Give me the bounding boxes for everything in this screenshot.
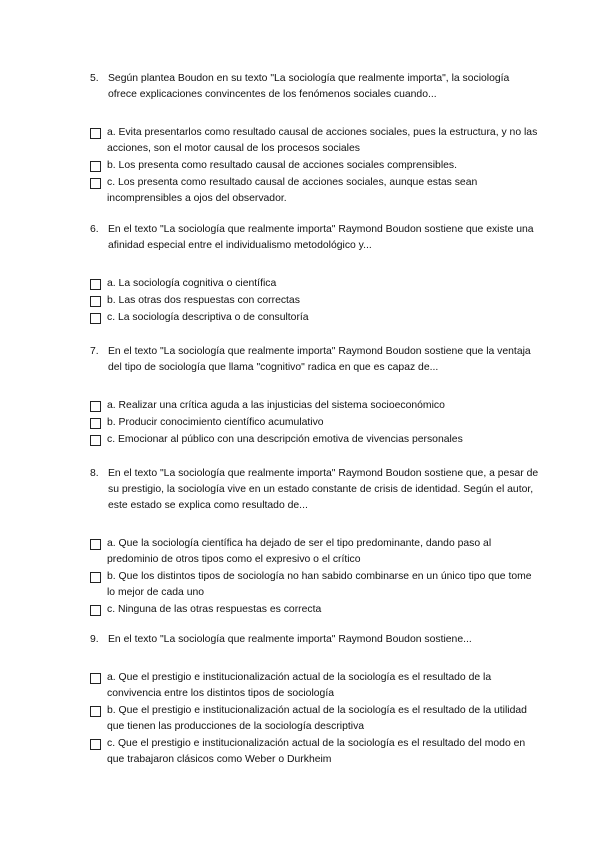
option-label: c. Ninguna de las otras respuestas es correcta bbox=[107, 604, 322, 615]
option-label: a. Que el prestigio e institucionalización actual de la sociología es el resultado de la convivencia entre los distintos tipos de sociología bbox=[107, 672, 492, 699]
question-stem bbox=[90, 344, 540, 376]
question-number: 7. bbox=[90, 346, 99, 357]
option-c[interactable] bbox=[90, 602, 540, 618]
option-label: b. Producir conocimiento científico acumulativo bbox=[107, 417, 324, 428]
option-label: b. Los presenta como resultado causal de acciones sociales comprensibles. bbox=[107, 160, 458, 171]
option-b[interactable] bbox=[90, 293, 540, 309]
options-list bbox=[90, 276, 540, 326]
checkbox-icon[interactable] bbox=[90, 739, 101, 750]
option-label: a. Que la sociología científica ha dejado de ser el tipo predominante, dando paso al predominio de otros tipos como el expresivo o el crítico bbox=[107, 538, 492, 565]
question-stem bbox=[90, 222, 540, 254]
option-a[interactable] bbox=[90, 670, 540, 702]
question-6 bbox=[90, 222, 540, 327]
option-label: c. Los presenta como resultado causal de acciones sociales, aunque estas sean incomprensibles a ojos del observador. bbox=[107, 177, 478, 204]
checkbox-icon[interactable] bbox=[90, 673, 101, 684]
checkbox-icon[interactable] bbox=[90, 605, 101, 616]
option-label: a. Evita presentarlos como resultado causal de acciones sociales, pues la estructura, y no las acciones, son el motor causal de los procesos sociales bbox=[107, 127, 538, 154]
option-label: b. Las otras dos respuestas con correctas bbox=[107, 295, 300, 306]
options-list bbox=[90, 670, 540, 768]
option-c[interactable] bbox=[90, 432, 540, 448]
question-5 bbox=[90, 71, 540, 208]
options-list bbox=[90, 536, 540, 618]
option-b[interactable] bbox=[90, 569, 540, 601]
checkbox-icon[interactable] bbox=[90, 401, 101, 412]
question-number: 5. bbox=[90, 73, 99, 84]
question-stem bbox=[90, 632, 540, 648]
option-a[interactable] bbox=[90, 536, 540, 568]
question-stem bbox=[90, 466, 540, 514]
option-c[interactable] bbox=[90, 175, 540, 207]
checkbox-icon[interactable] bbox=[90, 296, 101, 307]
option-b[interactable] bbox=[90, 158, 540, 174]
question-text: En el texto "La sociología que realmente importa" Raymond Boudon sostiene que la ventaja del tipo de sociología que llama "cognitivo" radica en que es capaz de... bbox=[108, 346, 531, 373]
options-list bbox=[90, 125, 540, 207]
option-label: a. La sociología cognitiva o científica bbox=[107, 278, 277, 289]
checkbox-icon[interactable] bbox=[90, 572, 101, 583]
option-c[interactable] bbox=[90, 736, 540, 768]
question-7 bbox=[90, 344, 540, 449]
question-text: En el texto "La sociología que realmente importa" Raymond Boudon sostiene que existe una afinidad especial entre el individualismo metodológico y... bbox=[108, 224, 534, 251]
question-text: Según plantea Boudon en su texto "La sociología que realmente importa", la sociología ofrece explicaciones convincentes de los fenómenos sociales cuando... bbox=[108, 73, 510, 100]
question-number: 8. bbox=[90, 468, 99, 479]
option-label: a. Realizar una crítica aguda a las injusticias del sistema socioeconómico bbox=[107, 400, 445, 411]
option-label: c. Emocionar al público con una descripción emotiva de vivencias personales bbox=[107, 434, 463, 445]
checkbox-icon[interactable] bbox=[90, 279, 101, 290]
option-c[interactable] bbox=[90, 310, 540, 326]
checkbox-icon[interactable] bbox=[90, 539, 101, 550]
checkbox-icon[interactable] bbox=[90, 313, 101, 324]
checkbox-icon[interactable] bbox=[90, 706, 101, 717]
option-a[interactable] bbox=[90, 125, 540, 157]
question-stem bbox=[90, 71, 540, 103]
question-text: En el texto "La sociología que realmente importa" Raymond Boudon sostiene que, a pesar de su prestigio, la sociología vive en un estado constante de crisis de identidad. Según el autor, este estado se explica como resultado de... bbox=[108, 468, 539, 511]
checkbox-icon[interactable] bbox=[90, 435, 101, 446]
checkbox-icon[interactable] bbox=[90, 418, 101, 429]
question-8 bbox=[90, 466, 540, 619]
question-9 bbox=[90, 632, 540, 769]
option-label: c. Que el prestigio e institucionalización actual de la sociología es el resultado del modo en que trabajaron clásicos como Weber o Durkheim bbox=[107, 738, 526, 765]
checkbox-icon[interactable] bbox=[90, 128, 101, 139]
option-label: c. La sociología descriptiva o de consultoría bbox=[107, 312, 309, 323]
option-b[interactable] bbox=[90, 415, 540, 431]
options-list bbox=[90, 398, 540, 448]
checkbox-icon[interactable] bbox=[90, 161, 101, 172]
checkbox-icon[interactable] bbox=[90, 178, 101, 189]
option-label: b. Que los distintos tipos de sociología no han sabido combinarse en un único tipo que tome lo mejor de cada uno bbox=[107, 571, 532, 598]
option-b[interactable] bbox=[90, 703, 540, 735]
option-a[interactable] bbox=[90, 276, 540, 292]
question-number: 9. bbox=[90, 634, 99, 645]
question-text: En el texto "La sociología que realmente importa" Raymond Boudon sostiene... bbox=[108, 634, 472, 645]
question-number: 6. bbox=[90, 224, 99, 235]
option-label: b. Que el prestigio e institucionalización actual de la sociología es el resultado de la utilidad que tienen las producciones de la sociología descriptiva bbox=[107, 705, 527, 732]
option-a[interactable] bbox=[90, 398, 540, 414]
